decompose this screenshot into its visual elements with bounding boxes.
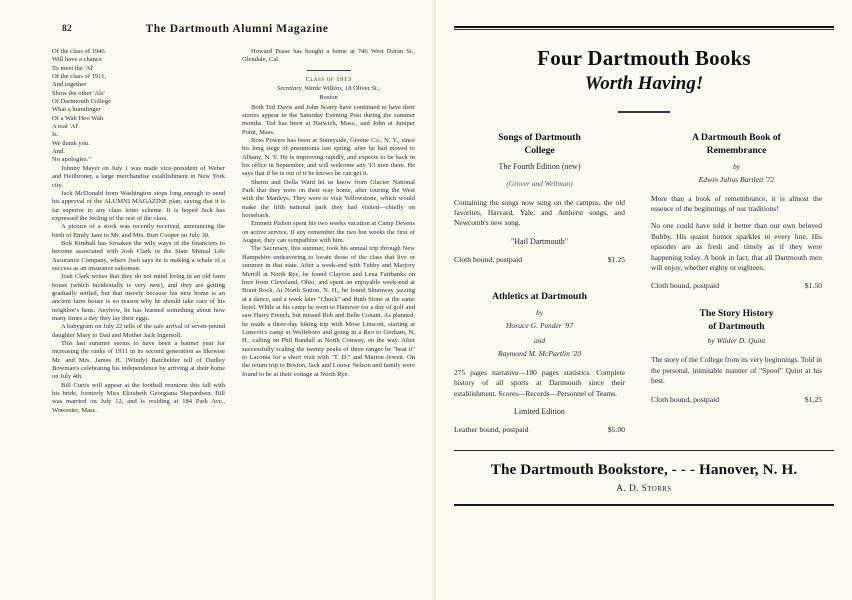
verse-line: And.: [52, 148, 65, 156]
secretary-address: 18 Oliver St.,: [345, 85, 381, 93]
verse-line: To meet the 'Al': [52, 64, 94, 72]
paragraph: Both Ted Davis and John Scarry have continued to have their stories appear in the Saturday Evening Post during the summer months. Ted has been at Harwich, Mass., and John at Juniper Point, Mass.: [242, 103, 415, 136]
book-title-line1: A Dartmouth Book of: [692, 131, 781, 143]
verse-line: Of the class of 1946: [52, 48, 105, 55]
book-price-row: [454, 425, 625, 434]
store-proprietor: [454, 484, 834, 494]
secretary-name: Secretary, Warde Wilkins,: [276, 85, 344, 93]
paragraph: A picture of a stork was recently received, announcing the birth of Emily Jane to Mr. and Mrs. Burt Cooper on July 30.: [52, 223, 225, 239]
book-price: $5.00: [607, 424, 625, 434]
book-author-one: Edwin Julius Bartlett '72: [698, 174, 775, 184]
paragraph: Jack McDonald from Washington stops long enough to send his approval of the ALUMNI MAGAZINE plan, saying that it is far superior to any class letter scheme. It is hoped Jack has expressed the feeling of the rest of the class.: [52, 189, 225, 222]
verse-line: And together: [52, 81, 87, 89]
paragraph: Emmett Pishon spent his two weeks vacation at Camp Devens on active service. If any remember the two hot weeks the first of August, they can sympathize with him.: [242, 220, 415, 245]
verse-line: Show the other 'Als': [52, 89, 105, 97]
paragraph: A babygram on July 22 tells of the safe arrival of seven-pound daughter Mary to Dad and Mother Jack Ingersoll.: [52, 323, 225, 339]
book-credit: (Grover and Wellman): [506, 178, 573, 188]
store-name: The Dartmouth Bookstore, - - - Hanover, N. H.: [490, 460, 798, 478]
verse-line: Is.: [52, 131, 59, 139]
verse-line: Of Dartmouth College: [52, 98, 111, 106]
verse-line: No apologies.": [52, 156, 92, 164]
book-description-text: No one could have told it better than our own beloved Bubby. His quaint humor sparkles in every line. His episodes are as fresh and timely as if they were happening today. A book in fact, that all Dartmouth men will enjoy, whether eighty or eighteen.: [651, 221, 822, 272]
book-edition: The Fourth Edition (new): [498, 161, 581, 171]
book-title-line1: Songs of Dartmouth: [498, 131, 581, 143]
book-price-row: [651, 395, 822, 404]
ad-divider-rule: [618, 111, 670, 113]
book-binding: Cloth bound, postpaid: [454, 254, 523, 264]
advertisement-page: [436, 0, 852, 600]
paragraph: Johnny Mayer on July 1 was made vice-president of Weber and Heilbroner, a large merchandise establishment in New York city.: [52, 164, 225, 189]
book-author-one: Horace G. Pender '97: [506, 320, 573, 330]
verse-line: Of a Wah Hoo Wah: [52, 114, 104, 122]
folio-row: [52, 24, 422, 40]
paragraph: Ross Powers has been at Sunnyside, Greene Co., N. Y., since his long siege of pneumonia last spring, after he had moved to Albany, N. Y. He is improving rapidly, and expects to be back in his office in September, and will welcome any '13 men there. He says that if he is out of it he knows he can get it.: [242, 137, 415, 178]
verse-line: What a humdinger: [52, 106, 101, 114]
book-title-line2: Remembrance: [706, 144, 767, 156]
ad-column-right: [651, 131, 822, 434]
paragraph: Howard Pease has bought a home at 746 West Doran St., Glendale, Cal.: [242, 48, 415, 64]
paragraph: Sherm and Della Ward let us know from Glacier National Park that they were on their way home, after touring the West with the Manleys. They were to visit Yellowstone, which would make the fifth national park they had visited—chiefly on horseback.: [242, 178, 415, 220]
book-dartmouth-book-of-remembrance: [651, 131, 822, 291]
top-border-rule: [454, 26, 834, 30]
verse-line: We thank you.: [52, 139, 90, 147]
book-description: [651, 355, 822, 386]
column-two: [242, 48, 415, 415]
book-athletics-at-dartmouth: [454, 290, 625, 434]
paragraph: The Secretary, this summer, took his annual trip through New Hampshire endeavoring to locate those of the class that live or summer in that state. After a week-end with Tubby and Marjory Merrill at North Rye, he found Clayton and Lena Fairbanks on here from Cleveland, Ohio, and spent an enjoyable week-end at Brant Rock. At North Sutton, N. H., he found Shumway jazzing at a dance, and a week later "Chuck" and Ruth Stone at the same hotel. While at his camp he went to Hanover for a day of golf and saw Harry French, but missed Bob and Belle Conant. As planned, he made a three-day hiking trip with Mose Linscott, starting at Linscott's camp at Wolfeboro and going in a Reo to Gorham, N. H., calling on Phil Randall at North Conway, on the way. After successfully scaling the twenty peaks of three ranges he "beat it" to Laconia for a short visit with "T. D." and Marion Jewett. On the return trip to Boston, Jack and Louise Nelson and family were found to be at their cottage at North Rye.: [242, 245, 415, 378]
proprietor-initials: A. D.: [616, 483, 642, 494]
column-one: [52, 48, 225, 415]
ad-column-left: [454, 131, 625, 434]
book-description-text: The story of the College from its very beginnings. Told in the personal, inimitable manner of "Spoof" Quint at his best.: [651, 355, 822, 386]
book-description: [454, 198, 625, 229]
book-songs-of-dartmouth: [454, 131, 625, 264]
book-description: [651, 194, 822, 274]
book-binding: Cloth bound, postpaid: [651, 394, 720, 404]
book-description-text: More than a book of remembrance, it is almost the essence of the beginnings of our traditions!: [651, 193, 822, 213]
book-story-history-of-dartmouth: [651, 307, 822, 403]
verse-line: Will have a chance: [52, 56, 102, 64]
book-description-text: 275 pages narrative—100 pages statistics. Complete history of all sports at Dartmouth since their establishment. Scores—Records—Personnel of Teams.: [454, 367, 625, 398]
book-title-line2: College: [524, 144, 555, 156]
text-columns: [52, 48, 422, 415]
book-description-text: Containing the songs now sung on the campus, the old favorites, Harvard, Yale, and Amherst songs, and Newcomb's new song.: [454, 197, 625, 228]
book-and-label: and: [533, 335, 546, 345]
book-title-line1: The Story History: [699, 308, 774, 320]
page-number: 82: [62, 24, 73, 34]
book-price-row: [454, 255, 625, 264]
secretary-line: [242, 85, 415, 93]
book-binding: Leather bound, postpaid: [454, 424, 529, 434]
book-binding: Cloth bound, postpaid: [651, 281, 720, 291]
proprietor-surname: Storrs: [641, 483, 672, 494]
book-description: [454, 368, 625, 399]
book-by-label: by: [536, 307, 543, 317]
ad-headline: Four Dartmouth Books: [537, 46, 751, 70]
book-author-two: Raymond M. McPartlin '20: [497, 348, 582, 358]
book-price: $1.50: [804, 281, 822, 291]
book-feature: Limited Edition: [514, 406, 565, 416]
section-divider-rule: [307, 70, 351, 71]
verse-line: Of the class of 1911,: [52, 73, 107, 81]
book-price-row: [651, 281, 822, 290]
book-author-one: by Wilder D. Quint: [707, 336, 766, 346]
book-title-line1: Athletics at Dartmouth: [492, 290, 587, 302]
book-price: $1.25: [607, 254, 625, 264]
ad-spacer: [454, 264, 625, 290]
ad-spacer: [651, 290, 822, 307]
paragraph: Bill Curtis will appear at the football reunions this fall with his bride, formerly Miss Elizabeth Georgiana Shepardson. Bill was married on July 12, and is residing at 184 Park Ave., Worcester, Mass.: [52, 381, 225, 414]
class-heading: Class of 1913: [305, 75, 352, 83]
ad-columns: [454, 131, 834, 434]
book-title-line2: of Dartmouth: [708, 321, 765, 333]
secretary-city: Boston: [319, 94, 338, 102]
verse-block: [52, 48, 225, 165]
verse-line: A real 'Al': [52, 123, 79, 131]
book-by-label: by: [733, 161, 740, 171]
store-divider-rule: [454, 450, 834, 451]
book-feature: "Hail Dartmouth": [511, 236, 568, 246]
paragraph: Josh Clark writes that they do not mind living in an old farm house (which incidentally is very new), and they are getting gradually settled, but that merely because his new home is an ancient farm house is no reason why he should take care of his neighbor's hens. Anyhow, he has learned something about how many times a day they lay their eggs.: [52, 273, 225, 322]
book-price: $1.25: [804, 394, 822, 404]
paragraph: Bob Kimball has forsaken the wily ways of the financiers to become associated with Josh Clark in the State Mutual Life Assurance Company, where Josh says he is making a whale of a success as an insurance salesman.: [52, 239, 225, 272]
paragraph: This last summer seems to have been a banner year for increasing the ranks of 1911 in its second generation as likewise Mr. and Mrs. James H. (Windy) Batchelder tell of Dudley Bowman's celebrating his independence by arriving at their home on July 4th.: [52, 340, 225, 381]
running-head: The Dartmouth Alumni Magazine: [145, 23, 329, 35]
ad-subheadline: Worth Having!: [584, 73, 704, 94]
bottom-border-rule: [454, 503, 834, 506]
